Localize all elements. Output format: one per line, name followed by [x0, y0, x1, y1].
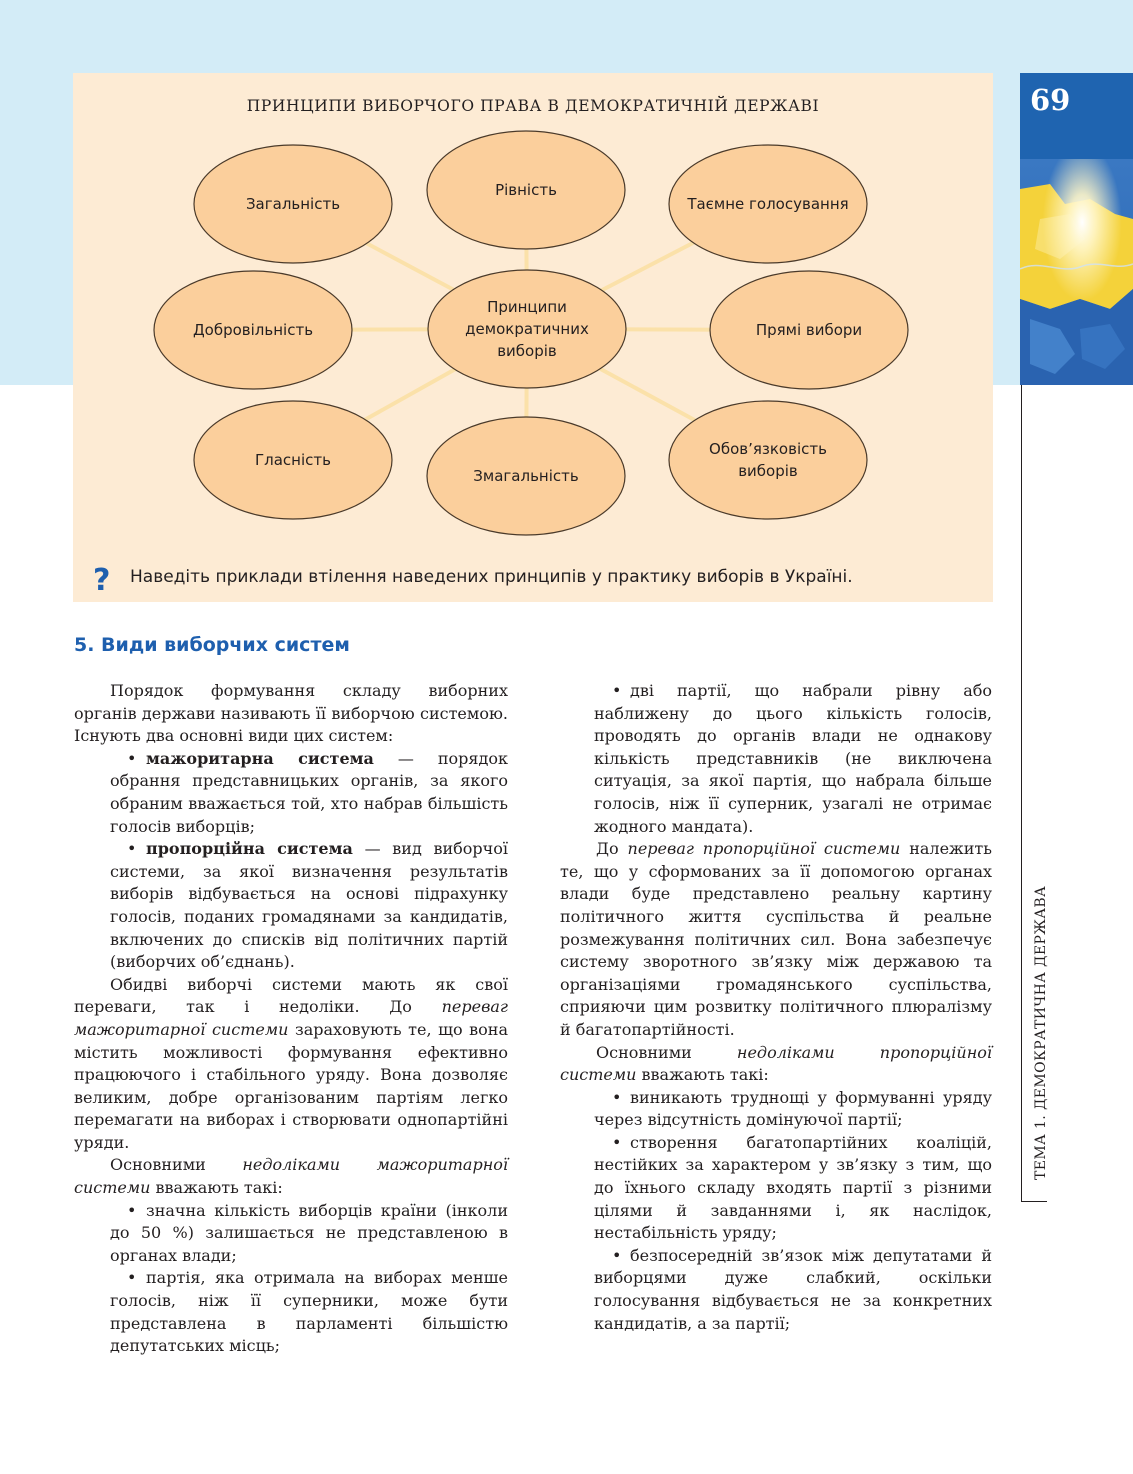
bullet-item — [74, 1200, 508, 1268]
paragraph: Порядок формування складу виборних органів держави називають її виборчою системою. Існують два основні види цих систем: — [74, 681, 508, 746]
center-label: Принципи демократичних виборів — [465, 298, 589, 360]
page-number: 69 — [1030, 83, 1071, 117]
emphasis: недоліками мажоритарної системи — [74, 1155, 508, 1198]
bullet-icon: • — [612, 1132, 622, 1152]
bullet-item — [74, 748, 508, 838]
bullet-text: значна кількість виборців країни (інколи до 50 %) залишається не представленою в органах влади; — [110, 1200, 508, 1265]
bullet-text: створення багатопартійних коаліцій, нестійких за характером у зв’язку з тим, що до їхнього складу входять партії з різними цілями й завданнями і, як наслідок, нестабільність уряду; — [594, 1132, 992, 1243]
bullet-item — [560, 680, 992, 838]
bullet-text: — порядок обрання представницьких органів, за якого обраним вважається той, хто набрав більшість голосів виборців; — [110, 748, 508, 836]
text-span: Основними — [596, 1042, 737, 1062]
node-label-direct-elections: Прямі вибори — [755, 321, 863, 339]
bullet-item — [74, 838, 508, 974]
margin-rule-vertical — [1021, 385, 1022, 1202]
text-span: вважають такі: — [636, 1065, 769, 1085]
diagram-title: ПРИНЦИПИ ВИБОРЧОГО ПРАВА В ДЕМОКРАТИЧНІЙ ДЕРЖАВІ — [246, 97, 820, 115]
text-span: Основними — [110, 1155, 243, 1175]
bullet-icon: • — [127, 839, 137, 859]
bullet-icon: • — [612, 681, 622, 700]
bullet-icon: • — [612, 1087, 622, 1107]
node-label-competitiveness: Змагальність — [473, 467, 579, 485]
principles-diagram — [73, 73, 993, 602]
chapter-label: ТЕМА 1. ДЕМОКРАТИЧНА ДЕРЖАВА — [1033, 885, 1049, 1180]
question-mark-icon: ? — [93, 563, 111, 598]
node-label-secret-ballot: Таємне голосування — [687, 195, 849, 213]
term-bold: мажоритарна система — [146, 748, 374, 768]
bullet-icon: • — [127, 1200, 137, 1220]
question-block — [93, 557, 973, 597]
paragraph — [560, 1042, 992, 1087]
bullet-text: — вид виборчої системи, за якої визначення результатів виборів відбувається на основі підрахунку голосів, поданих громадянами за кандидатів, включених до списків від політичних партій (виборчих об’єднань). — [110, 839, 508, 972]
text-span: належить те, що у сформованих за її допомогою органах влади буде представлено реальну картину політичного життя суспільства й реальне розмежування політичних сил. Вона забезпечує систему зворотного зв’язку між державою та організаціями громадянського суспільства, сприяючи цим розвитку політичного плюралізму й багатопартійності. — [560, 839, 992, 1039]
bullet-item — [560, 1245, 992, 1335]
bullet-item — [560, 1087, 992, 1132]
text-span: До — [596, 839, 628, 859]
node-label-universality: Загальність — [245, 195, 341, 213]
node-label-mandatory-voting: Обов’язковість виборів — [709, 440, 827, 480]
bullet-item — [74, 1267, 508, 1357]
margin-rule-horizontal — [1021, 1201, 1047, 1202]
node-label-publicity: Гласність — [255, 451, 331, 469]
text-span: вважають такі: — [150, 1178, 283, 1198]
paragraph — [74, 974, 508, 1155]
bullet-icon: • — [127, 748, 137, 768]
node-label-voluntariness: Добровільність — [192, 321, 314, 339]
bullet-icon: • — [127, 1268, 137, 1288]
bullet-text: безпосередній зв’язок між депутатами й виборцями дуже слабкий, оскільки голосування відбувається не за конкретних кандидатів, а за партії; — [594, 1245, 992, 1333]
text-span: Обидві виборчі системи мають як свої переваги, так і недоліки. До — [74, 974, 508, 1017]
bullet-item — [560, 1132, 992, 1245]
ukraine-flag-map-image — [1020, 159, 1133, 385]
bullet-text: дві партії, що набрали рівну або наближену до цього кількість голосів, проводять до органів влади не однакову кількість представників (не виключена ситуація, за якої партія, що набрала більше голосів, ніж її суперник, узагалі не отримає жодного мандата). — [594, 681, 992, 836]
right-text-column — [560, 680, 992, 1335]
page-number-tab — [1020, 73, 1133, 159]
bullet-text: партія, яка отримала на виборах менше голосів, ніж її суперники, може бути представлена в парламенті більшістю депутатських місць; — [110, 1268, 508, 1356]
term-bold: пропорційна система — [146, 839, 353, 859]
emphasis: переваг мажоритарної системи — [74, 997, 508, 1039]
paragraph — [560, 838, 992, 1041]
left-text-column — [74, 680, 508, 1358]
paragraph — [74, 1154, 508, 1199]
text-span: зараховують те, що вона містить можливості формування ефективно працюючого і стабільного уряду. Вона дозволяє великим, добре організованим партіям легко перемагати на виборах і створювати однопартійні уряди. — [74, 1019, 508, 1152]
emphasis: переваг пропорційної системи — [627, 839, 901, 859]
emphasis: недоліками пропорційної системи — [560, 1042, 992, 1085]
node-label-equality: Рівність — [495, 181, 557, 199]
question-text: Наведіть приклади втілення наведених принципів у практику виборів в Україні. — [130, 567, 853, 587]
flag-map-graphic — [1020, 159, 1133, 385]
section-heading: 5. Види виборчих систем — [74, 634, 350, 656]
bullet-text: виникають труднощі у формуванні уряду через відсутність домінуючої партії; — [594, 1087, 992, 1130]
bullet-icon: • — [612, 1245, 622, 1265]
